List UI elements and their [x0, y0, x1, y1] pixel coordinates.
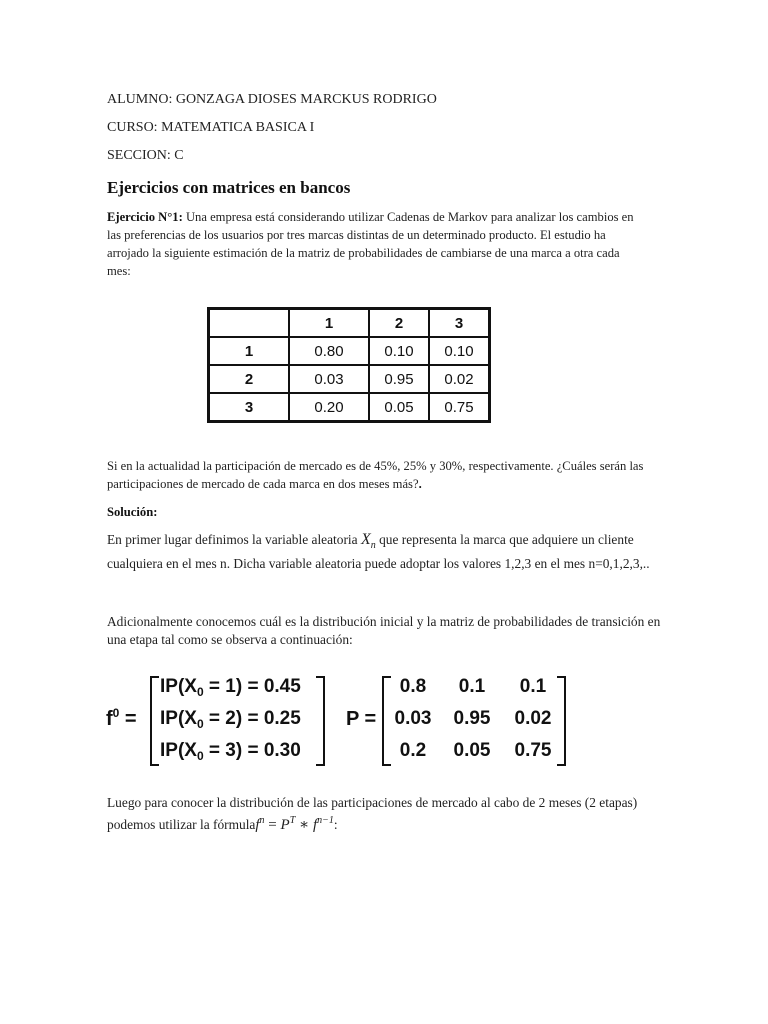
table-cell: 0.20 — [289, 393, 369, 422]
random-variable — [360, 531, 376, 552]
prob-value: = 1) = 0.45 — [203, 676, 301, 697]
section-name: SECCION: C — [107, 148, 184, 163]
prob-prefix: IP(X — [160, 740, 197, 761]
student-name: ALUMNO: GONZAGA DIOSES MARCKUS RODRIGO — [107, 92, 437, 107]
matrix-cell: 0.1 — [458, 676, 486, 697]
p-symbol: P — [346, 708, 359, 730]
row-header-cell: 3 — [209, 393, 290, 422]
distribution-row — [160, 708, 301, 731]
prob-subscript: 0 — [196, 717, 204, 731]
table-header-row — [209, 309, 490, 338]
matrix-cell: 0.03 — [394, 708, 432, 729]
random-variable-symbol: X — [360, 531, 371, 548]
p-label — [346, 708, 376, 731]
row-header-cell: 2 — [209, 365, 290, 393]
prob-prefix: IP(X — [160, 676, 197, 697]
definition-paragraph — [107, 531, 667, 573]
formula-paragraph — [107, 794, 667, 834]
table-row — [209, 365, 490, 393]
table-header-cell — [209, 309, 290, 338]
right-bracket — [557, 676, 566, 766]
formula-f: f — [255, 817, 260, 833]
solution-label-text: Solución: — [107, 505, 158, 519]
f0-label — [106, 706, 137, 731]
distribution-row — [160, 676, 301, 699]
table-cell: 0.75 — [429, 393, 490, 422]
definition-text-after: que representa la marca que adquiere un cliente cualquiera en el mes n. Dicha variable aleatoria puede adoptar los valores 1,2,3 en el mes n=0,1,2,3,.. — [107, 532, 650, 572]
distribution-row — [160, 740, 301, 763]
f0-symbol: f — [106, 708, 113, 730]
formula-f-sup: n — [259, 815, 265, 826]
matrix-cell: 0.8 — [399, 676, 427, 697]
random-variable-subscript: n — [370, 540, 376, 552]
table-cell: 0.03 — [289, 365, 369, 393]
table-cell: 0.95 — [369, 365, 429, 393]
table-row — [209, 393, 490, 422]
f0-superscript: 0 — [112, 706, 120, 720]
prob-value: = 3) = 0.30 — [203, 740, 301, 761]
equals-sign: = — [119, 708, 137, 730]
exercise-paragraph — [107, 208, 637, 280]
prob-prefix: IP(X — [160, 708, 197, 729]
matrix-cell: 0.2 — [399, 740, 427, 761]
prob-value: = 2) = 0.25 — [203, 708, 301, 729]
formula-star: ∗ — [295, 817, 313, 833]
formula-p: P — [280, 817, 290, 833]
question-end: . — [418, 477, 422, 491]
right-bracket — [316, 676, 325, 766]
formula — [255, 817, 334, 833]
matrix-cell: 0.95 — [453, 708, 491, 729]
definition-text-before: En primer lugar definimos la variable aleatoria — [107, 532, 361, 547]
matrix-cell: 0.75 — [514, 740, 552, 761]
table-cell: 0.02 — [429, 365, 490, 393]
table-header-cell: 3 — [429, 309, 490, 338]
equals-sign: = — [358, 708, 377, 730]
exercise-text: Una empresa está considerando utilizar Cadenas de Markov para analizar los cambios en las preferencias de los usuarios por tres marcas distintas de un determinado producto. El estudio ha arrojado la siguiente estimación de la matriz de probabilidades de cambiarse de una marca a otra cada mes: — [107, 210, 634, 278]
question-text: Si en la actualidad la participación de mercado es de 45%, 25% y 30%, respectivamente. ¿Cuáles serán las participaciones de mercado de cada marca en dos meses más? — [107, 459, 644, 491]
matrix-cell: 0.1 — [519, 676, 547, 697]
formula-f2: f — [312, 817, 318, 833]
left-bracket — [150, 676, 159, 766]
formula-f2-sup: n−1 — [317, 815, 334, 826]
table-header-cell: 1 — [289, 309, 369, 338]
matrix-cell: 0.02 — [514, 708, 552, 729]
table-header-cell: 2 — [369, 309, 429, 338]
prob-subscript: 0 — [196, 749, 204, 763]
formula-equals: = — [264, 817, 281, 833]
transition-table — [207, 307, 491, 423]
formula-p-sup: T — [289, 815, 296, 826]
distribution-paragraph: Adicionalmente conocemos cuál es la distribución inicial y la matriz de probabilidades de transición en una etapa tal como se observa a continuación: — [107, 614, 661, 647]
table-cell: 0.10 — [429, 337, 490, 365]
prob-subscript: 0 — [196, 685, 204, 699]
row-header-cell: 1 — [209, 337, 290, 365]
section-title: Ejercicios con matrices en bancos — [107, 178, 351, 197]
table-row — [209, 337, 490, 365]
formula-text: Luego para conocer la distribución de las participaciones de mercado al cabo de 2 meses (2 etapas) podemos utilizar la fórmula — [107, 795, 638, 832]
course-name: CURSO: MATEMATICA BASICA I — [107, 120, 315, 135]
formula-end: : — [333, 817, 338, 832]
solution-label — [107, 503, 157, 521]
table-cell: 0.10 — [369, 337, 429, 365]
exercise-label: Ejercicio N°1: — [107, 210, 183, 224]
table-cell: 0.05 — [369, 393, 429, 422]
question-paragraph — [107, 457, 647, 493]
matrix-cell: 0.05 — [453, 740, 491, 761]
table-cell: 0.80 — [289, 337, 369, 365]
